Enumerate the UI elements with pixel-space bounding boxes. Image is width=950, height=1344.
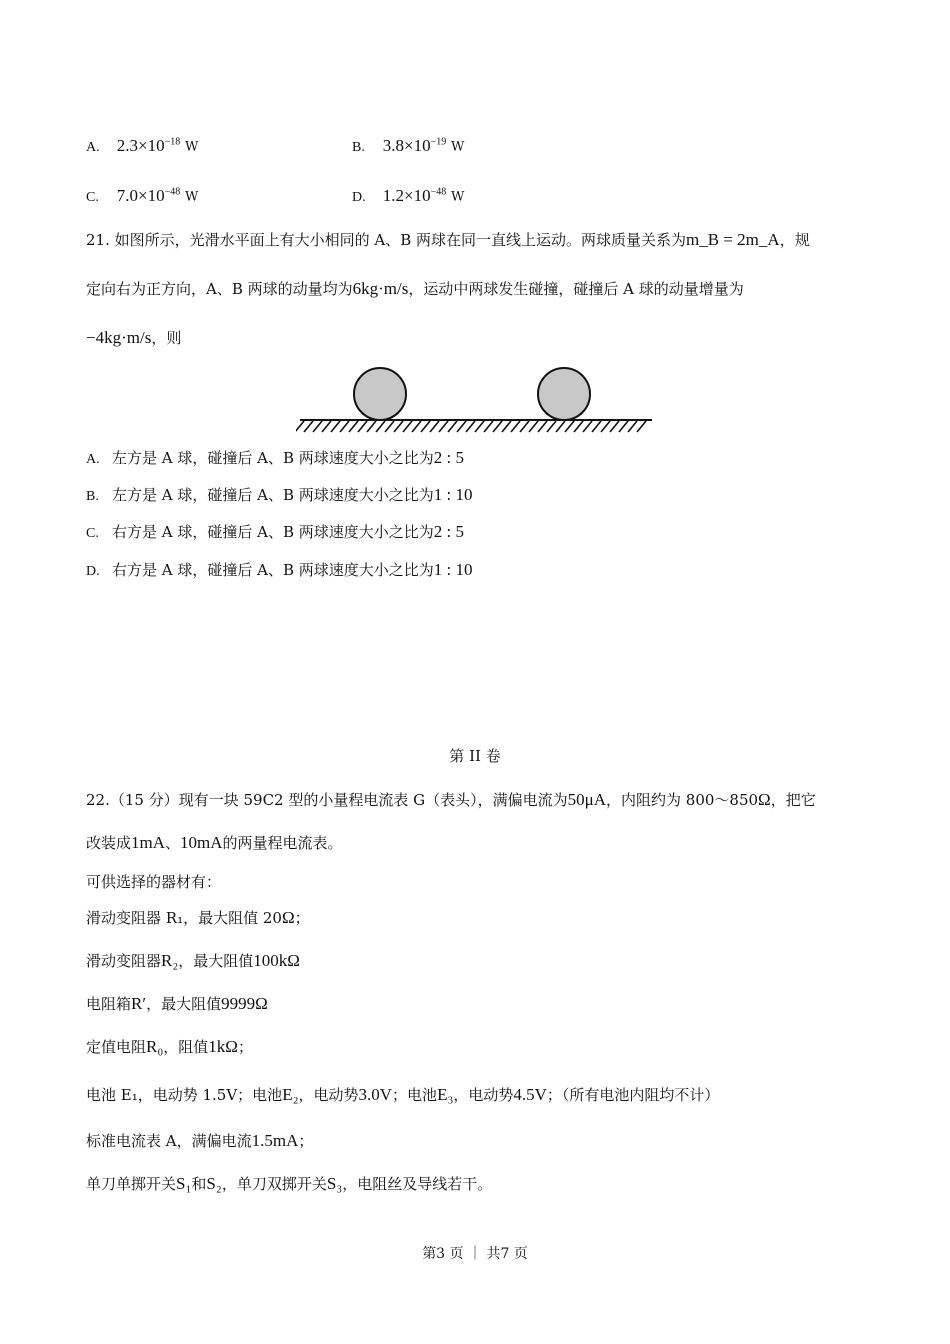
left-ball xyxy=(354,368,406,420)
hatch-stroke xyxy=(502,421,511,432)
material-r1: 滑动变阻器 R₁，最大阻值 20Ω； xyxy=(86,908,310,927)
material-resistance-box: 电阻箱R′，最大阻值9999Ω xyxy=(86,994,268,1013)
hatch-stroke xyxy=(304,421,313,432)
hatch-stroke xyxy=(565,421,574,432)
q21-option-b: B. 左方是 A 球，碰撞后 A、B 两球速度大小之比为1 : 10 xyxy=(86,485,473,504)
hatch-stroke xyxy=(619,421,628,432)
hatch-stroke xyxy=(574,421,583,432)
hatch-stroke xyxy=(529,421,538,432)
hatch-stroke xyxy=(457,421,466,432)
material-batteries: 电池 E₁，电动势 1.5V；电池E₂，电动势3.0V；电池E₃，电动势4.5V；（所有电池内阻均不计） xyxy=(86,1085,720,1104)
hatch-stroke xyxy=(556,421,565,432)
material-r0: 定值电阻R₀，阻值1kΩ； xyxy=(86,1037,253,1056)
section-title: 第 II 卷 xyxy=(449,747,501,765)
hatch-stroke xyxy=(313,421,322,432)
q22-materials-heading: 可供选择的器材有： xyxy=(86,873,222,891)
q22-stem-line1: 22.（15 分）现有一块 59C2 型的小量程电流表 G（表头），满偏电流为50μA，内阻约为 800～850Ω，把它 xyxy=(86,790,816,809)
q20-option-b: B. $3.8\times 10^{-19}$ W xyxy=(352,135,465,155)
hatch-stroke xyxy=(367,421,376,432)
hatch-stroke xyxy=(322,421,331,432)
hatch-stroke xyxy=(610,421,619,432)
hatch-stroke xyxy=(439,421,448,432)
q20-option-c: C. $7.0\times 10^{-48}$ W xyxy=(86,185,199,205)
hatch-stroke xyxy=(340,421,349,432)
q21-stem-line3: −4kg·m/s，则 xyxy=(86,328,182,347)
hatch-stroke xyxy=(358,421,367,432)
hatch-stroke xyxy=(547,421,556,432)
hatch-stroke xyxy=(637,421,646,432)
q20-option-d: D. $1.2\times 10^{-48}$ W xyxy=(352,185,465,205)
ground-hatching xyxy=(296,421,646,432)
q21-stem-line2: 定向右为正方向，A、B 两球的动量均为6kg·m/s，运动中两球发生碰撞，碰撞后 A 球的动量增量为 xyxy=(86,279,744,298)
hatch-stroke xyxy=(376,421,385,432)
q20-option-a: A. $2.3\times 10^{-18}$ W xyxy=(86,135,199,155)
hatch-stroke xyxy=(296,421,304,432)
hatch-stroke xyxy=(592,421,601,432)
hatch-stroke xyxy=(583,421,592,432)
page-footer: 第3 页 ｜ 共7 页 xyxy=(422,1246,528,1262)
material-r2: 滑动变阻器R₂，最大阻值100kΩ xyxy=(86,951,300,970)
hatch-stroke xyxy=(412,421,421,432)
q21-option-a: A. 左方是 A 球，碰撞后 A、B 两球速度大小之比为2 : 5 xyxy=(86,448,464,467)
q21-stem-line1: 21. 如图所示，光滑水平面上有大小相同的 A、B 两球在同一直线上运动。两球质量关系为m_B = 2m_A，规 xyxy=(86,230,810,249)
two-balls-diagram xyxy=(296,366,656,438)
hatch-stroke xyxy=(520,421,529,432)
hatch-stroke xyxy=(421,421,430,432)
q21-option-c: C. 右方是 A 球，碰撞后 A、B 两球速度大小之比为2 : 5 xyxy=(86,522,464,541)
hatch-stroke xyxy=(538,421,547,432)
hatch-stroke xyxy=(484,421,493,432)
right-ball xyxy=(538,368,590,420)
hatch-stroke xyxy=(466,421,475,432)
hatch-stroke xyxy=(475,421,484,432)
hatch-stroke xyxy=(448,421,457,432)
q22-stem-line2: 改装成1mA、10mA的两量程电流表。 xyxy=(86,833,343,852)
hatch-stroke xyxy=(628,421,637,432)
hatch-stroke xyxy=(394,421,403,432)
hatch-stroke xyxy=(493,421,502,432)
hatch-stroke xyxy=(601,421,610,432)
hatch-stroke xyxy=(349,421,358,432)
material-ammeter: 标准电流表 A，满偏电流1.5mA； xyxy=(86,1131,314,1150)
hatch-stroke xyxy=(403,421,412,432)
hatch-stroke xyxy=(385,421,394,432)
hatch-stroke xyxy=(430,421,439,432)
hatch-stroke xyxy=(511,421,520,432)
hatch-stroke xyxy=(331,421,340,432)
q21-option-d: D. 右方是 A 球，碰撞后 A、B 两球速度大小之比为1 : 10 xyxy=(86,560,473,579)
material-switches: 单刀单掷开关S₁和S₂，单刀双掷开关S₃，电阻丝及导线若干。 xyxy=(86,1174,493,1193)
